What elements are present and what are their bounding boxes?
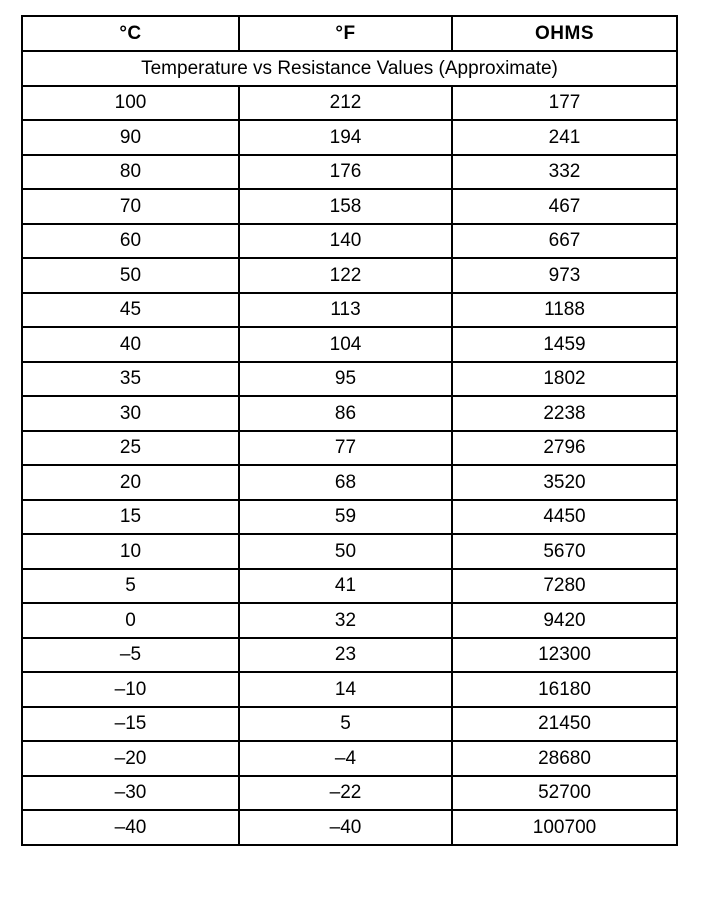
fahrenheit-cell: 23	[239, 638, 452, 673]
celsius-cell: –40	[22, 810, 239, 845]
header-ohms: OHMS	[452, 16, 677, 51]
header-row	[22, 16, 677, 51]
ohms-cell: 332	[452, 155, 677, 190]
celsius-cell: –5	[22, 638, 239, 673]
celsius-cell: 70	[22, 189, 239, 224]
caption-row	[22, 51, 677, 86]
ohms-cell: 2796	[452, 431, 677, 466]
table-row	[22, 189, 677, 224]
table-row	[22, 500, 677, 535]
table-row	[22, 155, 677, 190]
table-row	[22, 120, 677, 155]
celsius-cell: 20	[22, 465, 239, 500]
header-celsius: °C	[22, 16, 239, 51]
fahrenheit-cell: 32	[239, 603, 452, 638]
ohms-cell: 177	[452, 86, 677, 121]
celsius-cell: 10	[22, 534, 239, 569]
fahrenheit-cell: 14	[239, 672, 452, 707]
table-row	[22, 603, 677, 638]
table-row	[22, 293, 677, 328]
temperature-resistance-table-container	[21, 15, 676, 846]
celsius-cell: 5	[22, 569, 239, 604]
ohms-cell: 9420	[452, 603, 677, 638]
celsius-cell: 30	[22, 396, 239, 431]
table-row	[22, 362, 677, 397]
table-row	[22, 534, 677, 569]
ohms-cell: 467	[452, 189, 677, 224]
celsius-cell: 50	[22, 258, 239, 293]
ohms-cell: 12300	[452, 638, 677, 673]
fahrenheit-cell: 59	[239, 500, 452, 535]
celsius-cell: –15	[22, 707, 239, 742]
celsius-cell: 0	[22, 603, 239, 638]
temperature-resistance-table	[21, 15, 678, 846]
ohms-cell: 28680	[452, 741, 677, 776]
table-row	[22, 810, 677, 845]
ohms-cell: 5670	[452, 534, 677, 569]
fahrenheit-cell: 194	[239, 120, 452, 155]
celsius-cell: 25	[22, 431, 239, 466]
celsius-cell: –30	[22, 776, 239, 811]
table-row	[22, 258, 677, 293]
table-row	[22, 224, 677, 259]
ohms-cell: 241	[452, 120, 677, 155]
table-row	[22, 465, 677, 500]
fahrenheit-cell: 113	[239, 293, 452, 328]
table-row	[22, 776, 677, 811]
fahrenheit-cell: 95	[239, 362, 452, 397]
fahrenheit-cell: 176	[239, 155, 452, 190]
table-row	[22, 396, 677, 431]
fahrenheit-cell: 5	[239, 707, 452, 742]
fahrenheit-cell: –22	[239, 776, 452, 811]
celsius-cell: 60	[22, 224, 239, 259]
celsius-cell: –20	[22, 741, 239, 776]
celsius-cell: 35	[22, 362, 239, 397]
ohms-cell: 1802	[452, 362, 677, 397]
table-row	[22, 327, 677, 362]
ohms-cell: 1188	[452, 293, 677, 328]
ohms-cell: 21450	[452, 707, 677, 742]
ohms-cell: 52700	[452, 776, 677, 811]
celsius-cell: 15	[22, 500, 239, 535]
ohms-cell: 667	[452, 224, 677, 259]
fahrenheit-cell: 86	[239, 396, 452, 431]
ohms-cell: 1459	[452, 327, 677, 362]
table-caption: Temperature vs Resistance Values (Approximate)	[22, 51, 677, 86]
table-row	[22, 638, 677, 673]
fahrenheit-cell: 140	[239, 224, 452, 259]
fahrenheit-cell: –4	[239, 741, 452, 776]
fahrenheit-cell: 212	[239, 86, 452, 121]
celsius-cell: –10	[22, 672, 239, 707]
celsius-cell: 80	[22, 155, 239, 190]
table-row	[22, 431, 677, 466]
fahrenheit-cell: 122	[239, 258, 452, 293]
fahrenheit-cell: 104	[239, 327, 452, 362]
celsius-cell: 40	[22, 327, 239, 362]
table-row	[22, 672, 677, 707]
table-body	[22, 86, 677, 845]
ohms-cell: 4450	[452, 500, 677, 535]
celsius-cell: 100	[22, 86, 239, 121]
table-row	[22, 741, 677, 776]
table-row	[22, 86, 677, 121]
table-row	[22, 707, 677, 742]
ohms-cell: 973	[452, 258, 677, 293]
fahrenheit-cell: 41	[239, 569, 452, 604]
ohms-cell: 2238	[452, 396, 677, 431]
ohms-cell: 3520	[452, 465, 677, 500]
table-row	[22, 569, 677, 604]
ohms-cell: 16180	[452, 672, 677, 707]
fahrenheit-cell: 68	[239, 465, 452, 500]
fahrenheit-cell: 77	[239, 431, 452, 466]
header-fahrenheit: °F	[239, 16, 452, 51]
ohms-cell: 100700	[452, 810, 677, 845]
fahrenheit-cell: 50	[239, 534, 452, 569]
celsius-cell: 90	[22, 120, 239, 155]
fahrenheit-cell: 158	[239, 189, 452, 224]
celsius-cell: 45	[22, 293, 239, 328]
fahrenheit-cell: –40	[239, 810, 452, 845]
ohms-cell: 7280	[452, 569, 677, 604]
